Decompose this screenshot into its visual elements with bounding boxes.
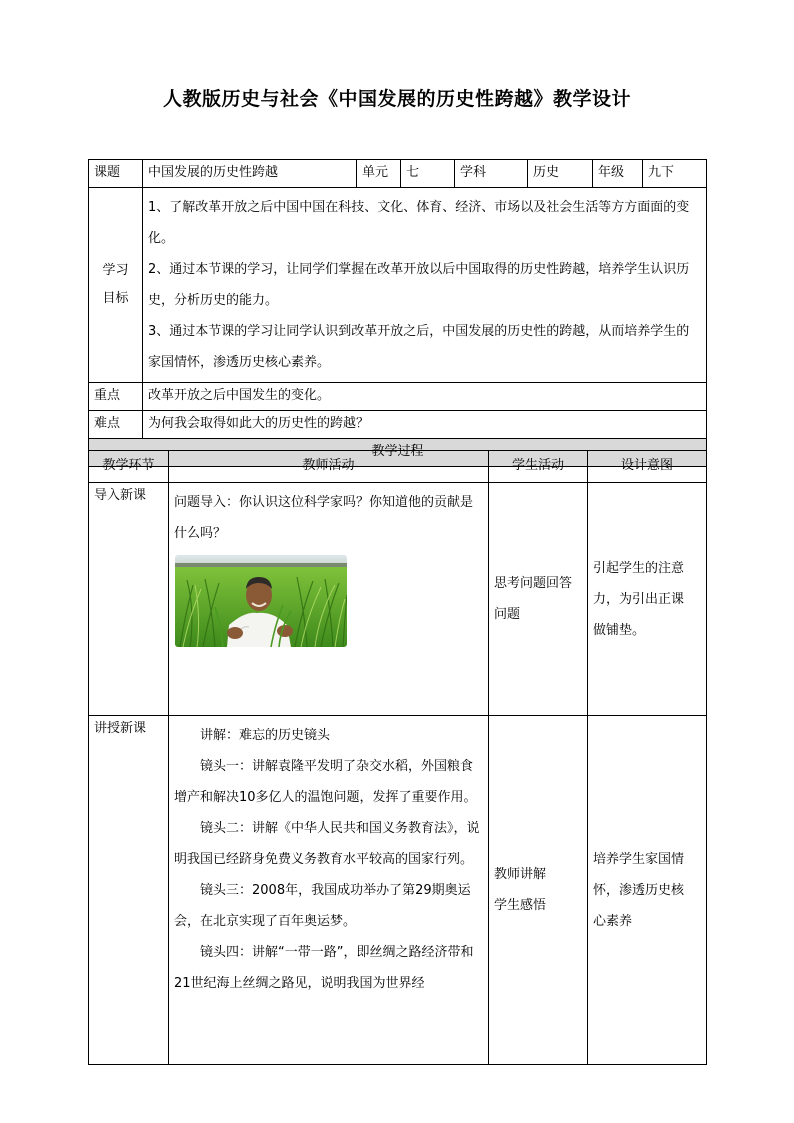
intro-student-line2: 问题 <box>494 607 521 622</box>
process-heading: 教学过程 <box>89 439 707 467</box>
key-value: 改革开放之后中国发生的变化。 <box>143 383 707 411</box>
scientist-rice-field-image <box>175 555 347 647</box>
lecture-shot-1: 镜头一：讲解袁隆平发明了杂交水稻，外国粮食增产和解决10多亿人的温饱问题，发挥了重要作用。 <box>174 759 477 805</box>
lecture-intent <box>588 716 707 1065</box>
topic-value: 中国发展的历史性跨越 <box>143 160 357 188</box>
lecture-intent-line1: 培养学生家国情 <box>593 851 685 867</box>
key-label: 重点 <box>89 383 143 411</box>
grade-label: 年级 <box>593 160 643 188</box>
lecture-shot-2: 镜头二：讲解《中华人民共和国义务教育法》，说明我国已经跻身免费义务教育水平较高的国家行列。 <box>174 821 480 867</box>
intro-intent-line3: 做铺垫。 <box>593 622 646 638</box>
scientist-photo <box>175 555 347 647</box>
lecture-heading: 讲解：难忘的历史镜头 <box>200 728 331 743</box>
process-header-row <box>89 451 707 483</box>
intro-stage: 导入新课 <box>89 483 169 716</box>
lecture-stage: 讲授新课 <box>89 716 169 1065</box>
lecture-shot-3: 镜头三：2008年，我国成功举办了第29期奥运会，在北京实现了百年奥运梦。 <box>174 883 471 929</box>
goal-item-2: 2、通过本节课的学习，让同学们掌握在改革开放以后中国取得的历史性跨越，培养学生认识历史，分析历史的能力。 <box>148 262 690 308</box>
info-table <box>88 159 707 467</box>
goals-label-line2: 目标 <box>102 291 129 306</box>
goals-label <box>89 188 143 383</box>
lecture-intent-line3: 心素养 <box>593 913 633 929</box>
intro-intent-line1: 引起学生的注意 <box>593 560 685 576</box>
header-stage: 教学环节 <box>89 451 169 483</box>
intro-student-line1: 思考问题回答 <box>494 576 573 591</box>
lecture-intent-line2: 怀，渗透历史核 <box>593 882 685 898</box>
intro-intent <box>588 483 707 716</box>
unit-label: 单元 <box>357 160 401 188</box>
lecture-student-line2: 学生感悟 <box>494 898 547 913</box>
info-row-goals <box>89 188 707 383</box>
intro-student <box>489 483 588 716</box>
difficulty-value: 为何我会取得如此大的历史性的跨越？ <box>143 411 707 439</box>
process-row-lecture <box>89 716 707 1065</box>
info-row-key <box>89 383 707 411</box>
goal-item-3: 3、通过本节课的学习让同学认识到改革开放之后，中国发展的历史性的跨越，从而培养学生的家国情怀，渗透历史核心素养。 <box>148 324 690 370</box>
header-teacher: 教师活动 <box>169 451 489 483</box>
lecture-teacher-cell <box>169 716 489 1065</box>
lecture-student-line1: 教师讲解 <box>494 867 547 882</box>
info-row-topic <box>89 160 707 188</box>
lecture-student <box>489 716 588 1065</box>
process-table <box>88 450 707 1065</box>
difficulty-label: 难点 <box>89 411 143 439</box>
goal-item-1: 1、了解改革开放之后中国中国在科技、文化、体育、经济、市场以及社会生活等方方面面的变化。 <box>148 200 690 246</box>
page-title: 人教版历史与社会《中国发展的历史性跨越》教学设计 <box>162 88 631 110</box>
intro-intent-line2: 力，为引出正课 <box>593 591 685 607</box>
lecture-shot-4: 镜头四：讲解“一带一路”，即丝绸之路经济带和21世纪海上丝绸之路见，说明我国为世界经 <box>174 945 474 991</box>
grade-value: 九下 <box>643 160 707 188</box>
goals-content <box>143 188 707 383</box>
info-row-difficulty <box>89 411 707 439</box>
intro-teacher-text: 问题导入：你认识这位科学家吗？你知道他的贡献是什么吗？ <box>174 495 474 541</box>
unit-value: 七 <box>401 160 455 188</box>
header-student: 学生活动 <box>489 451 588 483</box>
intro-teacher-cell <box>169 483 489 716</box>
header-intent: 设计意图 <box>588 451 707 483</box>
topic-label: 课题 <box>89 160 143 188</box>
subject-value: 历史 <box>528 160 593 188</box>
goals-label-line1: 学习 <box>102 263 129 278</box>
subject-label: 学科 <box>455 160 528 188</box>
process-row-intro <box>89 483 707 716</box>
